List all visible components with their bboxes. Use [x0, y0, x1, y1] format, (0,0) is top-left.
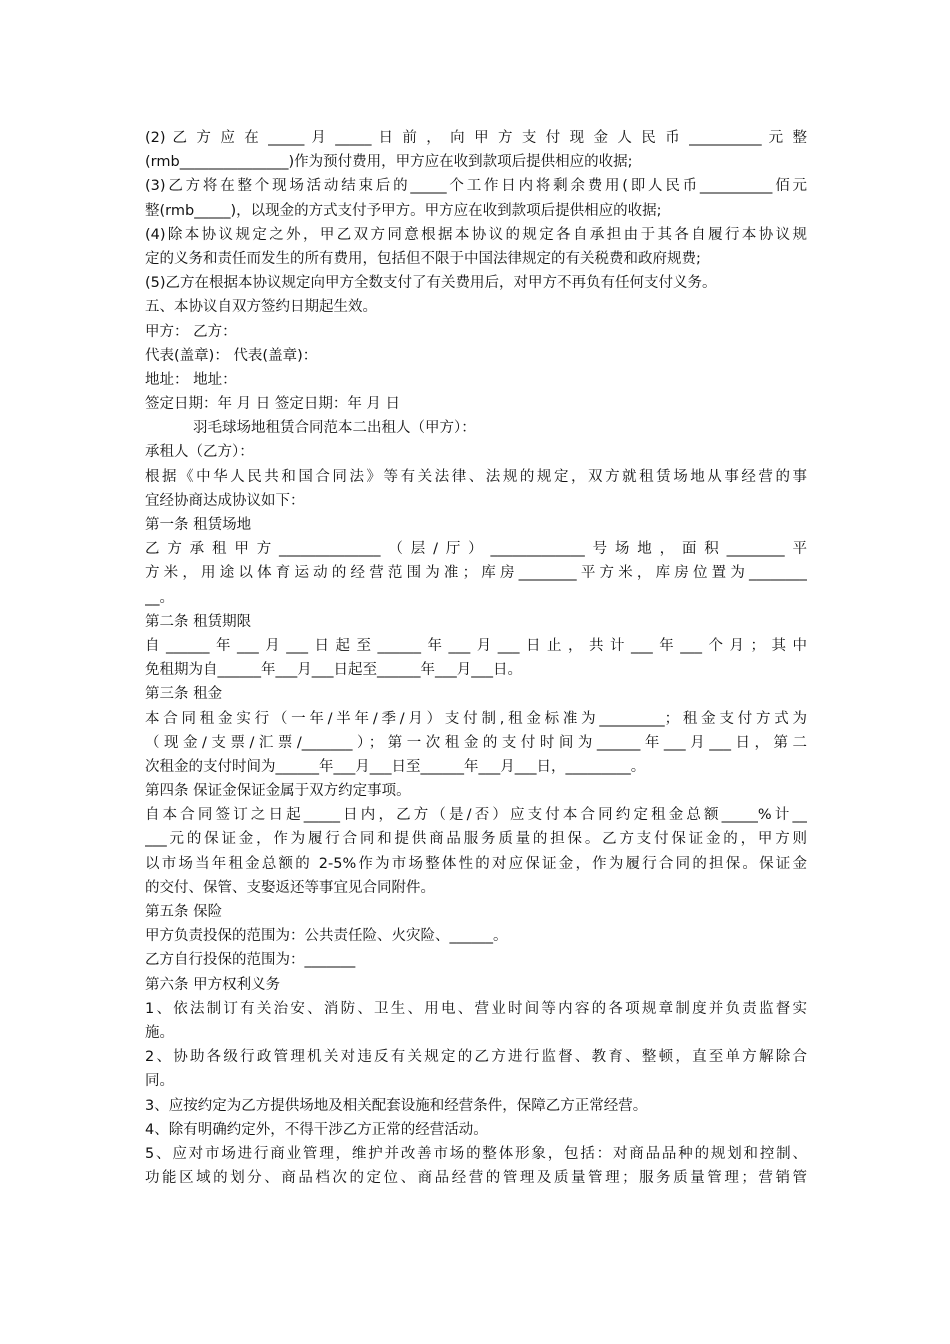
article-heading: 第六条 甲方权利义务: [145, 976, 281, 993]
article-heading: 第三条 租金: [145, 686, 223, 703]
text-line: 本合同租金实行（一年/半年/季/月）支付制,租金标准为_________；租金支付方式为: [145, 710, 807, 727]
signature-representative: 代表(盖章)： 代表(盖章)：: [145, 347, 318, 364]
text-line: 宜经协商达成协议如下：: [145, 492, 305, 509]
signature-party: 甲方： 乙方：: [145, 323, 237, 340]
text-line: 自本合同签订之日起_____日内，乙方（是/否）应支付本合同约定租金总额_____%计__: [145, 807, 807, 824]
article-heading: 第四条 保证金保证金属于双方约定事项。: [145, 783, 411, 800]
text-line: 乙方承租甲方______________（层/厅）_____________号场地，面积________平: [145, 541, 807, 558]
signature-date: 签定日期：年 月 日 签定日期：年 月 日: [145, 396, 401, 413]
text-line: 根据《中华人民共和国合同法》等有关法律、法规的规定，双方就租赁场地从事经营的事: [145, 468, 807, 485]
text-line: 次租金的支付时间为______年___月___日至______年___月___日，_________。: [145, 758, 646, 775]
signature-address: 地址： 地址：: [145, 371, 237, 388]
text-line: 同。: [145, 1073, 174, 1090]
text-line: 5、应对市场进行商业管理，维护并改善市场的整体形象，包括：对商品品种的规划和控制、: [145, 1145, 807, 1162]
text-line: 承租人（乙方）：: [145, 444, 254, 461]
text-line: ___元的保证金，作为履行合同和提供商品服务质量的担保。乙方支付保证金的，甲方则: [145, 831, 807, 848]
text-line: 甲方负责投保的范围为：公共责任险、火灾险、______。: [145, 928, 508, 945]
text-line: (rmb_______________)作为预付费用，甲方应在收到款项后提供相应的收据;: [145, 154, 633, 171]
text-line: 3、应按约定为乙方提供场地及相关配套设施和经营条件，保障乙方正常经营。: [145, 1097, 648, 1114]
text-line: 自______年___月___日起至______年___月___日止，共计___年___个月；其中: [145, 637, 807, 654]
document-page: [145, 126, 807, 1190]
text-line: __。: [145, 589, 174, 606]
text-line: （现金/支票/汇票/_______）；第一次租金的支付时间为______年___月___日，第二: [145, 734, 807, 751]
section-heading: 五、本协议自双方签约日期起生效。: [145, 299, 377, 316]
article-heading: 第二条 租赁期限: [145, 613, 252, 630]
text-line: 1、依法制订有关治安、消防、卫生、用电、营业时间等内容的各项规章制度并负责监督实: [145, 1000, 807, 1017]
text-line: (5)乙方在根据本协议规定向甲方全数支付了有关费用后，对甲方不再负有任何支付义务。: [145, 275, 717, 292]
text-line: 免租期为自______年___月___日起至______年___月___日。: [145, 662, 522, 679]
text-line: 整(rmb_____)，以现金的方式支付予甲方。甲方应在收到款项后提供相应的收据;: [145, 202, 662, 219]
article-heading: 第五条 保险: [145, 904, 223, 920]
text-line: 施。: [145, 1024, 174, 1041]
text-line: 的交付、保管、支娶返还等事宜见合同附件。: [145, 879, 435, 896]
text-line: 定的义务和责任而发生的所有费用，包括但不限于中国法律规定的有关税费和政府规费;: [145, 250, 701, 267]
text-line: (4)除本协议规定之外，甲乙双方同意根据本协议的规定各自承担由于其各自履行本协议规: [145, 226, 807, 243]
text-line: 4、除有明确约定外，不得干涉乙方正常的经营活动。: [145, 1121, 488, 1138]
text-line: 2、协助各级行政管理机关对违反有关规定的乙方进行监督、教育、整顿，直至单方解除合: [145, 1049, 807, 1066]
text-line: 方米，用途以体育运动的经营范围为准；库房________平方米，库房位置为________: [145, 565, 807, 582]
text-line: (2) 乙 方 应 在 _____ 月 _____ 日 前 ， 向 甲 方 支 付 现 金 人 民 币 __________ 元 整: [145, 130, 807, 146]
text-line: 以市场当年租金总额的 2-5%作为市场整体性的对应保证金，作为履行合同的担保。保证金: [145, 855, 807, 872]
text-line: (3)乙方将在整个现场活动结束后的_____个工作日内将剩余费用(即人民币__________佰元: [145, 178, 807, 195]
document-title: 羽毛球场地租赁合同范本二出租人（甲方）：: [193, 420, 476, 437]
article-heading: 第一条 租赁场地: [145, 517, 252, 533]
text-line: 功能区域的划分、商品档次的定位、商品经营的管理及质量管理；服务质量管理；营销管: [145, 1170, 807, 1187]
text-line: 乙方自行投保的范围为：_______: [145, 952, 356, 969]
